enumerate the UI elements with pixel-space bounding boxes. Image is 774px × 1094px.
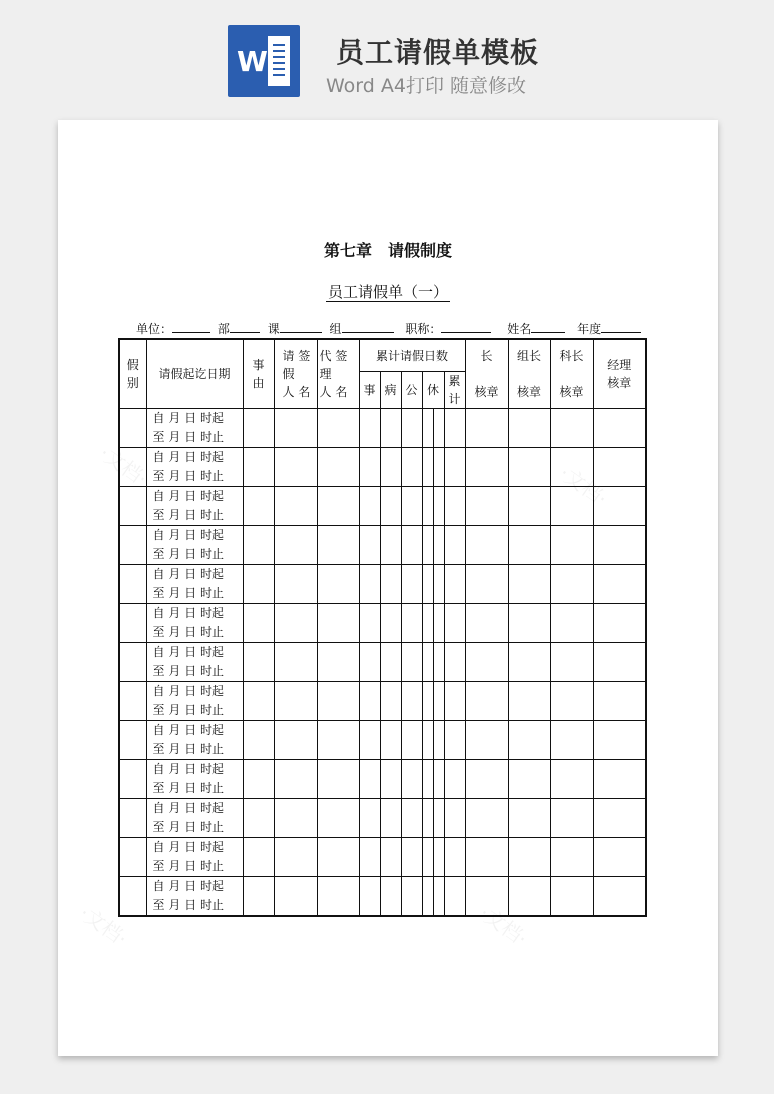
table-cell[interactable] xyxy=(465,682,508,721)
table-cell[interactable] xyxy=(433,760,444,799)
date-end: 至 月 日 时止 xyxy=(152,430,224,444)
table-cell[interactable] xyxy=(508,526,550,565)
table-cell[interactable] xyxy=(274,760,317,799)
table-cell[interactable] xyxy=(119,643,146,682)
table-cell[interactable] xyxy=(401,682,422,721)
table-cell[interactable] xyxy=(359,682,380,721)
table-cell[interactable] xyxy=(380,448,401,487)
table-cell[interactable] xyxy=(359,409,380,448)
table-cell[interactable] xyxy=(444,760,465,799)
table-cell[interactable] xyxy=(401,409,422,448)
header-official: 公 xyxy=(401,372,422,409)
table-cell[interactable] xyxy=(359,877,380,917)
template-title: 员工请假单模板 xyxy=(336,36,540,69)
table-cell[interactable] xyxy=(274,526,317,565)
table-cell[interactable] xyxy=(380,487,401,526)
table-cell[interactable] xyxy=(380,643,401,682)
table-cell[interactable] xyxy=(444,448,465,487)
table-cell[interactable] xyxy=(508,682,550,721)
table-cell[interactable] xyxy=(508,760,550,799)
table-cell[interactable] xyxy=(433,604,444,643)
table-cell[interactable] xyxy=(243,682,274,721)
table-cell[interactable] xyxy=(119,838,146,877)
date-range-cell[interactable] xyxy=(146,409,243,448)
date-end: 至 月 日 时止 xyxy=(152,898,224,912)
table-cell[interactable] xyxy=(444,838,465,877)
table-cell[interactable] xyxy=(593,409,646,448)
table-cell[interactable] xyxy=(508,448,550,487)
table-cell[interactable] xyxy=(274,409,317,448)
date-range-cell[interactable] xyxy=(146,760,243,799)
date-end: 至 月 日 时止 xyxy=(152,703,224,717)
table-cell[interactable] xyxy=(550,565,593,604)
table-cell[interactable] xyxy=(550,721,593,760)
table-cell[interactable] xyxy=(359,721,380,760)
date-range-cell[interactable] xyxy=(146,838,243,877)
date-start: 自 月 日 时起 xyxy=(152,723,224,737)
table-cell[interactable] xyxy=(508,799,550,838)
table-cell[interactable] xyxy=(119,721,146,760)
date-start: 自 月 日 时起 xyxy=(152,645,224,659)
date-start: 自 月 日 时起 xyxy=(152,606,224,620)
table-row xyxy=(119,448,646,487)
table-cell[interactable] xyxy=(274,799,317,838)
table-cell[interactable] xyxy=(593,838,646,877)
table-cell[interactable] xyxy=(444,409,465,448)
table-row xyxy=(119,877,646,917)
table-cell[interactable] xyxy=(444,565,465,604)
table-cell[interactable] xyxy=(380,409,401,448)
table-cell[interactable] xyxy=(119,877,146,917)
table-cell[interactable] xyxy=(317,838,359,877)
date-end: 至 月 日 时止 xyxy=(152,820,224,834)
table-cell[interactable] xyxy=(317,643,359,682)
date-range-cell[interactable] xyxy=(146,799,243,838)
table-cell[interactable] xyxy=(465,721,508,760)
table-row xyxy=(119,721,646,760)
table-cell[interactable] xyxy=(243,409,274,448)
table-cell[interactable] xyxy=(359,604,380,643)
table-cell[interactable] xyxy=(359,565,380,604)
table-row xyxy=(119,760,646,799)
date-start: 自 月 日 时起 xyxy=(152,567,224,581)
table-cell[interactable] xyxy=(508,604,550,643)
table-cell[interactable] xyxy=(550,799,593,838)
table-cell[interactable] xyxy=(593,487,646,526)
table-cell[interactable] xyxy=(380,799,401,838)
table-cell[interactable] xyxy=(119,604,146,643)
table-cell[interactable] xyxy=(465,643,508,682)
table-cell[interactable] xyxy=(274,604,317,643)
table-cell[interactable] xyxy=(593,799,646,838)
table-row xyxy=(119,487,646,526)
table-cell[interactable] xyxy=(465,799,508,838)
table-cell[interactable] xyxy=(243,643,274,682)
table-row xyxy=(119,565,646,604)
table-cell[interactable] xyxy=(508,643,550,682)
table-cell[interactable] xyxy=(444,682,465,721)
header-sick: 病 xyxy=(380,372,401,409)
table-cell[interactable] xyxy=(274,487,317,526)
table-cell[interactable] xyxy=(422,721,433,760)
table-cell[interactable] xyxy=(401,838,422,877)
table-cell[interactable] xyxy=(380,760,401,799)
table-cell[interactable] xyxy=(119,448,146,487)
table-cell[interactable] xyxy=(465,526,508,565)
table-cell[interactable] xyxy=(401,565,422,604)
table-cell[interactable] xyxy=(401,448,422,487)
header-rest: 休 xyxy=(422,372,444,409)
table-cell[interactable] xyxy=(243,760,274,799)
table-cell[interactable] xyxy=(401,526,422,565)
table-cell[interactable] xyxy=(380,526,401,565)
table-cell[interactable] xyxy=(433,838,444,877)
table-cell[interactable] xyxy=(593,643,646,682)
date-range-cell[interactable] xyxy=(146,448,243,487)
table-cell[interactable] xyxy=(317,604,359,643)
table-cell[interactable] xyxy=(243,877,274,917)
table-cell[interactable] xyxy=(593,448,646,487)
form-info-line: 单位： 部 课 组 职称： 姓名 年度 xyxy=(136,320,641,337)
table-cell[interactable] xyxy=(508,877,550,917)
table-cell[interactable] xyxy=(243,721,274,760)
template-subtitle: Word A4打印 随意修改 xyxy=(326,75,527,97)
table-cell[interactable] xyxy=(359,838,380,877)
table-cell[interactable] xyxy=(401,604,422,643)
table-cell[interactable] xyxy=(550,604,593,643)
table-cell[interactable] xyxy=(274,565,317,604)
table-cell[interactable] xyxy=(444,721,465,760)
table-cell[interactable] xyxy=(433,526,444,565)
table-cell[interactable] xyxy=(465,565,508,604)
table-cell[interactable] xyxy=(422,448,433,487)
table-cell[interactable] xyxy=(317,682,359,721)
date-range-cell[interactable] xyxy=(146,604,243,643)
table-row xyxy=(119,682,646,721)
table-cell[interactable] xyxy=(593,760,646,799)
table-cell[interactable] xyxy=(422,643,433,682)
table-cell[interactable] xyxy=(274,448,317,487)
table-cell[interactable] xyxy=(359,526,380,565)
table-cell[interactable] xyxy=(433,487,444,526)
header-group-leader: 组长 核章 xyxy=(508,339,550,409)
table-cell[interactable] xyxy=(243,799,274,838)
table-cell[interactable] xyxy=(593,604,646,643)
table-cell[interactable] xyxy=(422,799,433,838)
table-cell[interactable] xyxy=(593,877,646,917)
table-cell[interactable] xyxy=(508,721,550,760)
table-cell[interactable] xyxy=(317,565,359,604)
table-cell[interactable] xyxy=(508,409,550,448)
table-cell[interactable] xyxy=(422,682,433,721)
date-range-cell[interactable] xyxy=(146,721,243,760)
table-row xyxy=(119,526,646,565)
date-range-cell[interactable] xyxy=(146,526,243,565)
header-type: 假 别 xyxy=(119,339,146,409)
table-cell[interactable] xyxy=(433,448,444,487)
table-cell[interactable] xyxy=(550,838,593,877)
date-start: 自 月 日 时起 xyxy=(152,879,224,893)
table-cell[interactable] xyxy=(401,877,422,917)
table-cell[interactable] xyxy=(550,760,593,799)
date-end: 至 月 日 时止 xyxy=(152,664,224,678)
header-section-chief: 科长 核章 xyxy=(550,339,593,409)
table-cell[interactable] xyxy=(508,838,550,877)
table-cell[interactable] xyxy=(433,409,444,448)
table-cell[interactable] xyxy=(465,838,508,877)
chapter-heading: 第七章 请假制度 xyxy=(323,241,452,260)
table-cell[interactable] xyxy=(119,409,146,448)
table-cell[interactable] xyxy=(433,565,444,604)
date-range-cell[interactable] xyxy=(146,682,243,721)
table-cell[interactable] xyxy=(317,760,359,799)
table-cell[interactable] xyxy=(433,877,444,917)
table-cell[interactable] xyxy=(465,409,508,448)
table-cell[interactable] xyxy=(243,448,274,487)
date-end: 至 月 日 时止 xyxy=(152,859,224,873)
table-cell[interactable] xyxy=(593,682,646,721)
table-cell[interactable] xyxy=(119,799,146,838)
table-cell[interactable] xyxy=(359,448,380,487)
date-start: 自 月 日 时起 xyxy=(152,489,224,503)
table-cell[interactable] xyxy=(422,877,433,917)
leave-table xyxy=(118,338,647,917)
table-cell[interactable] xyxy=(380,721,401,760)
table-cell[interactable] xyxy=(119,526,146,565)
date-end: 至 月 日 时止 xyxy=(152,547,224,561)
table-cell[interactable] xyxy=(550,682,593,721)
table-cell[interactable] xyxy=(593,565,646,604)
table-cell[interactable] xyxy=(508,487,550,526)
date-end: 至 月 日 时止 xyxy=(152,508,224,522)
table-cell[interactable] xyxy=(119,565,146,604)
header-manager: 经理 核章 xyxy=(593,339,646,409)
table-cell[interactable] xyxy=(317,721,359,760)
table-cell[interactable] xyxy=(444,526,465,565)
word-icon: W xyxy=(228,25,300,97)
table-cell[interactable] xyxy=(317,448,359,487)
table-cell[interactable] xyxy=(317,487,359,526)
table-cell[interactable] xyxy=(465,448,508,487)
table-cell[interactable] xyxy=(359,760,380,799)
table-cell[interactable] xyxy=(243,526,274,565)
table-cell[interactable] xyxy=(317,409,359,448)
table-cell[interactable] xyxy=(465,760,508,799)
table-row xyxy=(119,409,646,448)
date-end: 至 月 日 时止 xyxy=(152,781,224,795)
table-cell[interactable] xyxy=(274,643,317,682)
table-cell[interactable] xyxy=(243,838,274,877)
date-range-cell[interactable] xyxy=(146,877,243,917)
table-cell[interactable] xyxy=(465,487,508,526)
table-cell[interactable] xyxy=(508,565,550,604)
table-cell[interactable] xyxy=(359,799,380,838)
header-applicant: 请 签 假 人 名 xyxy=(274,339,317,409)
table-cell[interactable] xyxy=(444,877,465,917)
table-cell[interactable] xyxy=(433,643,444,682)
table-cell[interactable] xyxy=(380,565,401,604)
table-cell[interactable] xyxy=(243,604,274,643)
date-range-cell[interactable] xyxy=(146,643,243,682)
table-cell[interactable] xyxy=(465,877,508,917)
table-cell[interactable] xyxy=(422,760,433,799)
header-dates: 请假起讫日期 xyxy=(146,339,243,409)
table-cell[interactable] xyxy=(444,487,465,526)
header-accumulated: 累计请假日数 xyxy=(359,339,465,372)
date-end: 至 月 日 时止 xyxy=(152,586,224,600)
date-range-cell[interactable] xyxy=(146,565,243,604)
document-page: ·文档· ·文档· ·文档· ·文档· 第七章 请假制度 员工请假单（一） 单位： 部 课 组 职称： 姓名 年度 假 别 请假起讫日期 事 由 请 签 假 人 名 代 签 理 人 名 累计请假日数 长 核章 组长 核章 科长 核章 经理 核章 事 病 公 休 累 计 自 月 日 时起 至 月 日 时止 自 月 日 时起 至 月 日 时止 自 月 日 时起 至 月 日 时止 自 月 日 时起 至 月 日 时止 自 月 日 时起 至 月 日 时止 自 月 日 时起 至 月 日 时止 自 月 日 时起 至 月 日 时止 自 月 日 时起 至 月 日 时止 自 月 日 时起 至 月 日 时止 自 月 日 时起 至 月 日 时止 自 月 日 时起 至 月 日 时止 自 月 日 时起 至 月 日 时止 自 月 日 时起 至 月 日 时止 xyxy=(58,120,718,1056)
date-start: 自 月 日 时起 xyxy=(152,801,224,815)
date-end: 至 月 日 时止 xyxy=(152,469,224,483)
table-cell[interactable] xyxy=(444,604,465,643)
date-range-cell[interactable] xyxy=(146,487,243,526)
header-reason: 事 由 xyxy=(243,339,274,409)
table-cell[interactable] xyxy=(550,487,593,526)
date-start: 自 月 日 时起 xyxy=(152,528,224,542)
header-chief: 长 核章 xyxy=(465,339,508,409)
table-cell[interactable] xyxy=(433,721,444,760)
table-cell[interactable] xyxy=(444,643,465,682)
table-cell[interactable] xyxy=(422,487,433,526)
table-cell[interactable] xyxy=(401,760,422,799)
table-cell[interactable] xyxy=(550,526,593,565)
table-cell[interactable] xyxy=(401,643,422,682)
table-cell[interactable] xyxy=(243,487,274,526)
table-cell[interactable] xyxy=(401,721,422,760)
table-cell[interactable] xyxy=(422,604,433,643)
table-cell[interactable] xyxy=(422,565,433,604)
table-cell[interactable] xyxy=(274,877,317,917)
table-cell[interactable] xyxy=(433,799,444,838)
date-end: 至 月 日 时止 xyxy=(152,625,224,639)
table-cell[interactable] xyxy=(550,448,593,487)
table-cell[interactable] xyxy=(444,799,465,838)
table-cell[interactable] xyxy=(119,487,146,526)
table-cell[interactable] xyxy=(422,409,433,448)
table-cell[interactable] xyxy=(380,682,401,721)
table-cell[interactable] xyxy=(593,526,646,565)
table-cell[interactable] xyxy=(401,799,422,838)
table-cell[interactable] xyxy=(380,604,401,643)
table-row xyxy=(119,799,646,838)
date-start: 自 月 日 时起 xyxy=(152,840,224,854)
table-cell[interactable] xyxy=(274,682,317,721)
date-end: 至 月 日 时止 xyxy=(152,742,224,756)
table-cell[interactable] xyxy=(274,838,317,877)
table-cell[interactable] xyxy=(119,682,146,721)
table-cell[interactable] xyxy=(380,877,401,917)
table-cell[interactable] xyxy=(380,838,401,877)
header-personal: 事 xyxy=(359,372,380,409)
table-cell[interactable] xyxy=(274,721,317,760)
date-start: 自 月 日 时起 xyxy=(152,762,224,776)
header-total: 累 计 xyxy=(444,372,465,409)
table-row xyxy=(119,604,646,643)
table-cell[interactable] xyxy=(433,682,444,721)
table-cell[interactable] xyxy=(119,760,146,799)
table-cell[interactable] xyxy=(401,487,422,526)
table-cell[interactable] xyxy=(317,877,359,917)
table-cell[interactable] xyxy=(422,526,433,565)
table-cell[interactable] xyxy=(550,409,593,448)
table-cell[interactable] xyxy=(359,643,380,682)
table-row xyxy=(119,838,646,877)
date-start: 自 月 日 时起 xyxy=(152,411,224,425)
table-row xyxy=(119,643,646,682)
header-deputy: 代 签 理 人 名 xyxy=(317,339,359,409)
date-start: 自 月 日 时起 xyxy=(152,450,224,464)
table-cell[interactable] xyxy=(359,487,380,526)
template-header xyxy=(0,0,774,110)
date-start: 自 月 日 时起 xyxy=(152,684,224,698)
table-cell[interactable] xyxy=(465,604,508,643)
table-cell[interactable] xyxy=(550,877,593,917)
table-cell[interactable] xyxy=(550,643,593,682)
table-cell[interactable] xyxy=(422,838,433,877)
form-title: 员工请假单（一） xyxy=(327,283,448,301)
table-cell[interactable] xyxy=(243,565,274,604)
table-cell[interactable] xyxy=(317,526,359,565)
table-cell[interactable] xyxy=(593,721,646,760)
table-cell[interactable] xyxy=(317,799,359,838)
